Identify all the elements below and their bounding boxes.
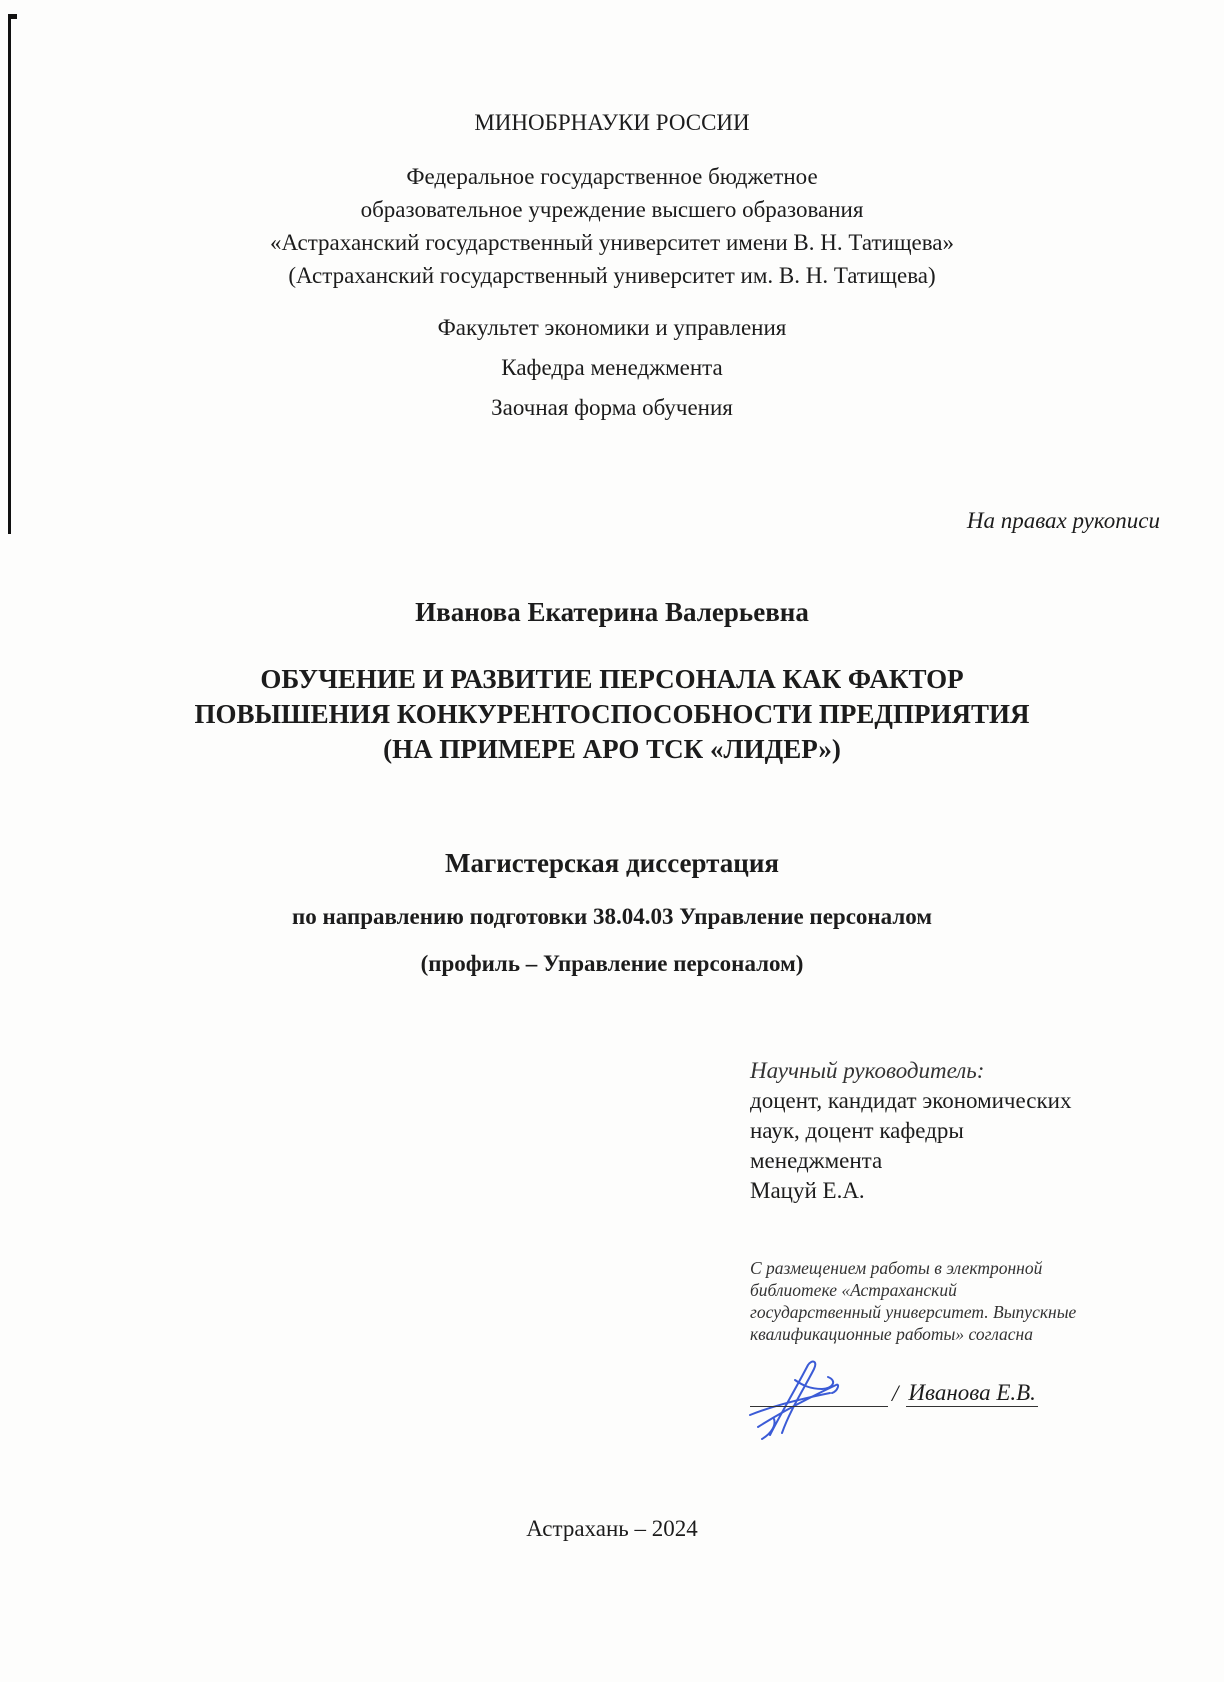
signature-separator: / — [892, 1381, 899, 1406]
manuscript-note: На правах рукописи — [966, 508, 1160, 533]
consent-line: квалификационные работы» согласна — [750, 1324, 1033, 1344]
title-line: ПОВЫШЕНИЯ КОНКУРЕНТОСПОСОБНОСТИ ПРЕДПРИЯТИЯ — [194, 699, 1030, 729]
consent-line: государственный университет. Выпускные — [750, 1302, 1077, 1322]
institution-line: (Астраханский государственный университет им. В. Н. Татищева) — [288, 263, 936, 288]
title-line: ОБУЧЕНИЕ И РАЗВИТИЕ ПЕРСОНАЛА КАК ФАКТОР — [260, 664, 964, 694]
faculty-block — [0, 308, 1224, 428]
city-year: Астрахань – 2024 — [526, 1516, 698, 1541]
work-type: Магистерская диссертация — [444, 848, 779, 878]
author-name: Иванова Екатерина Валерьевна — [415, 597, 809, 627]
consent-block — [750, 1257, 1180, 1345]
signature-line — [750, 1384, 888, 1407]
signer-name: Иванова Е.В. — [908, 1380, 1036, 1405]
supervisor-line: наук, доцент кафедры — [750, 1118, 964, 1143]
institution-line: образовательное учреждение высшего образования — [360, 197, 864, 222]
study-profile: (профиль – Управление персоналом) — [420, 951, 804, 976]
thesis-title — [0, 662, 1224, 767]
supervisor-line: менеджмента — [750, 1148, 883, 1173]
study-direction: по направлению подготовки 38.04.03 Управление персоналом — [292, 904, 932, 929]
consent-line: библиотеке «Астраханский — [750, 1280, 957, 1300]
supervisor-label: Научный руководитель: — [750, 1058, 985, 1083]
supervisor-block — [750, 1056, 1170, 1206]
signature-row — [750, 1380, 1038, 1407]
title-line: (НА ПРИМЕРЕ АРО ТСК «ЛИДЕР») — [383, 734, 841, 764]
ministry-name: МИНОБРНАУКИ РОССИИ — [474, 110, 750, 135]
supervisor-line: доцент, кандидат экономических — [750, 1088, 1072, 1113]
supervisor-name: Мацуй Е.А. — [750, 1178, 865, 1203]
institution-line: Федеральное государственное бюджетное — [406, 164, 818, 189]
study-form: Заочная форма обучения — [491, 395, 733, 420]
consent-line: С размещением работы в электронной — [750, 1258, 1043, 1278]
department-name: Кафедра менеджмента — [501, 355, 723, 380]
faculty-name: Факультет экономики и управления — [437, 315, 787, 340]
institution-block — [0, 160, 1224, 292]
institution-line: «Астраханский государственный университет имени В. Н. Татищева» — [269, 230, 955, 255]
